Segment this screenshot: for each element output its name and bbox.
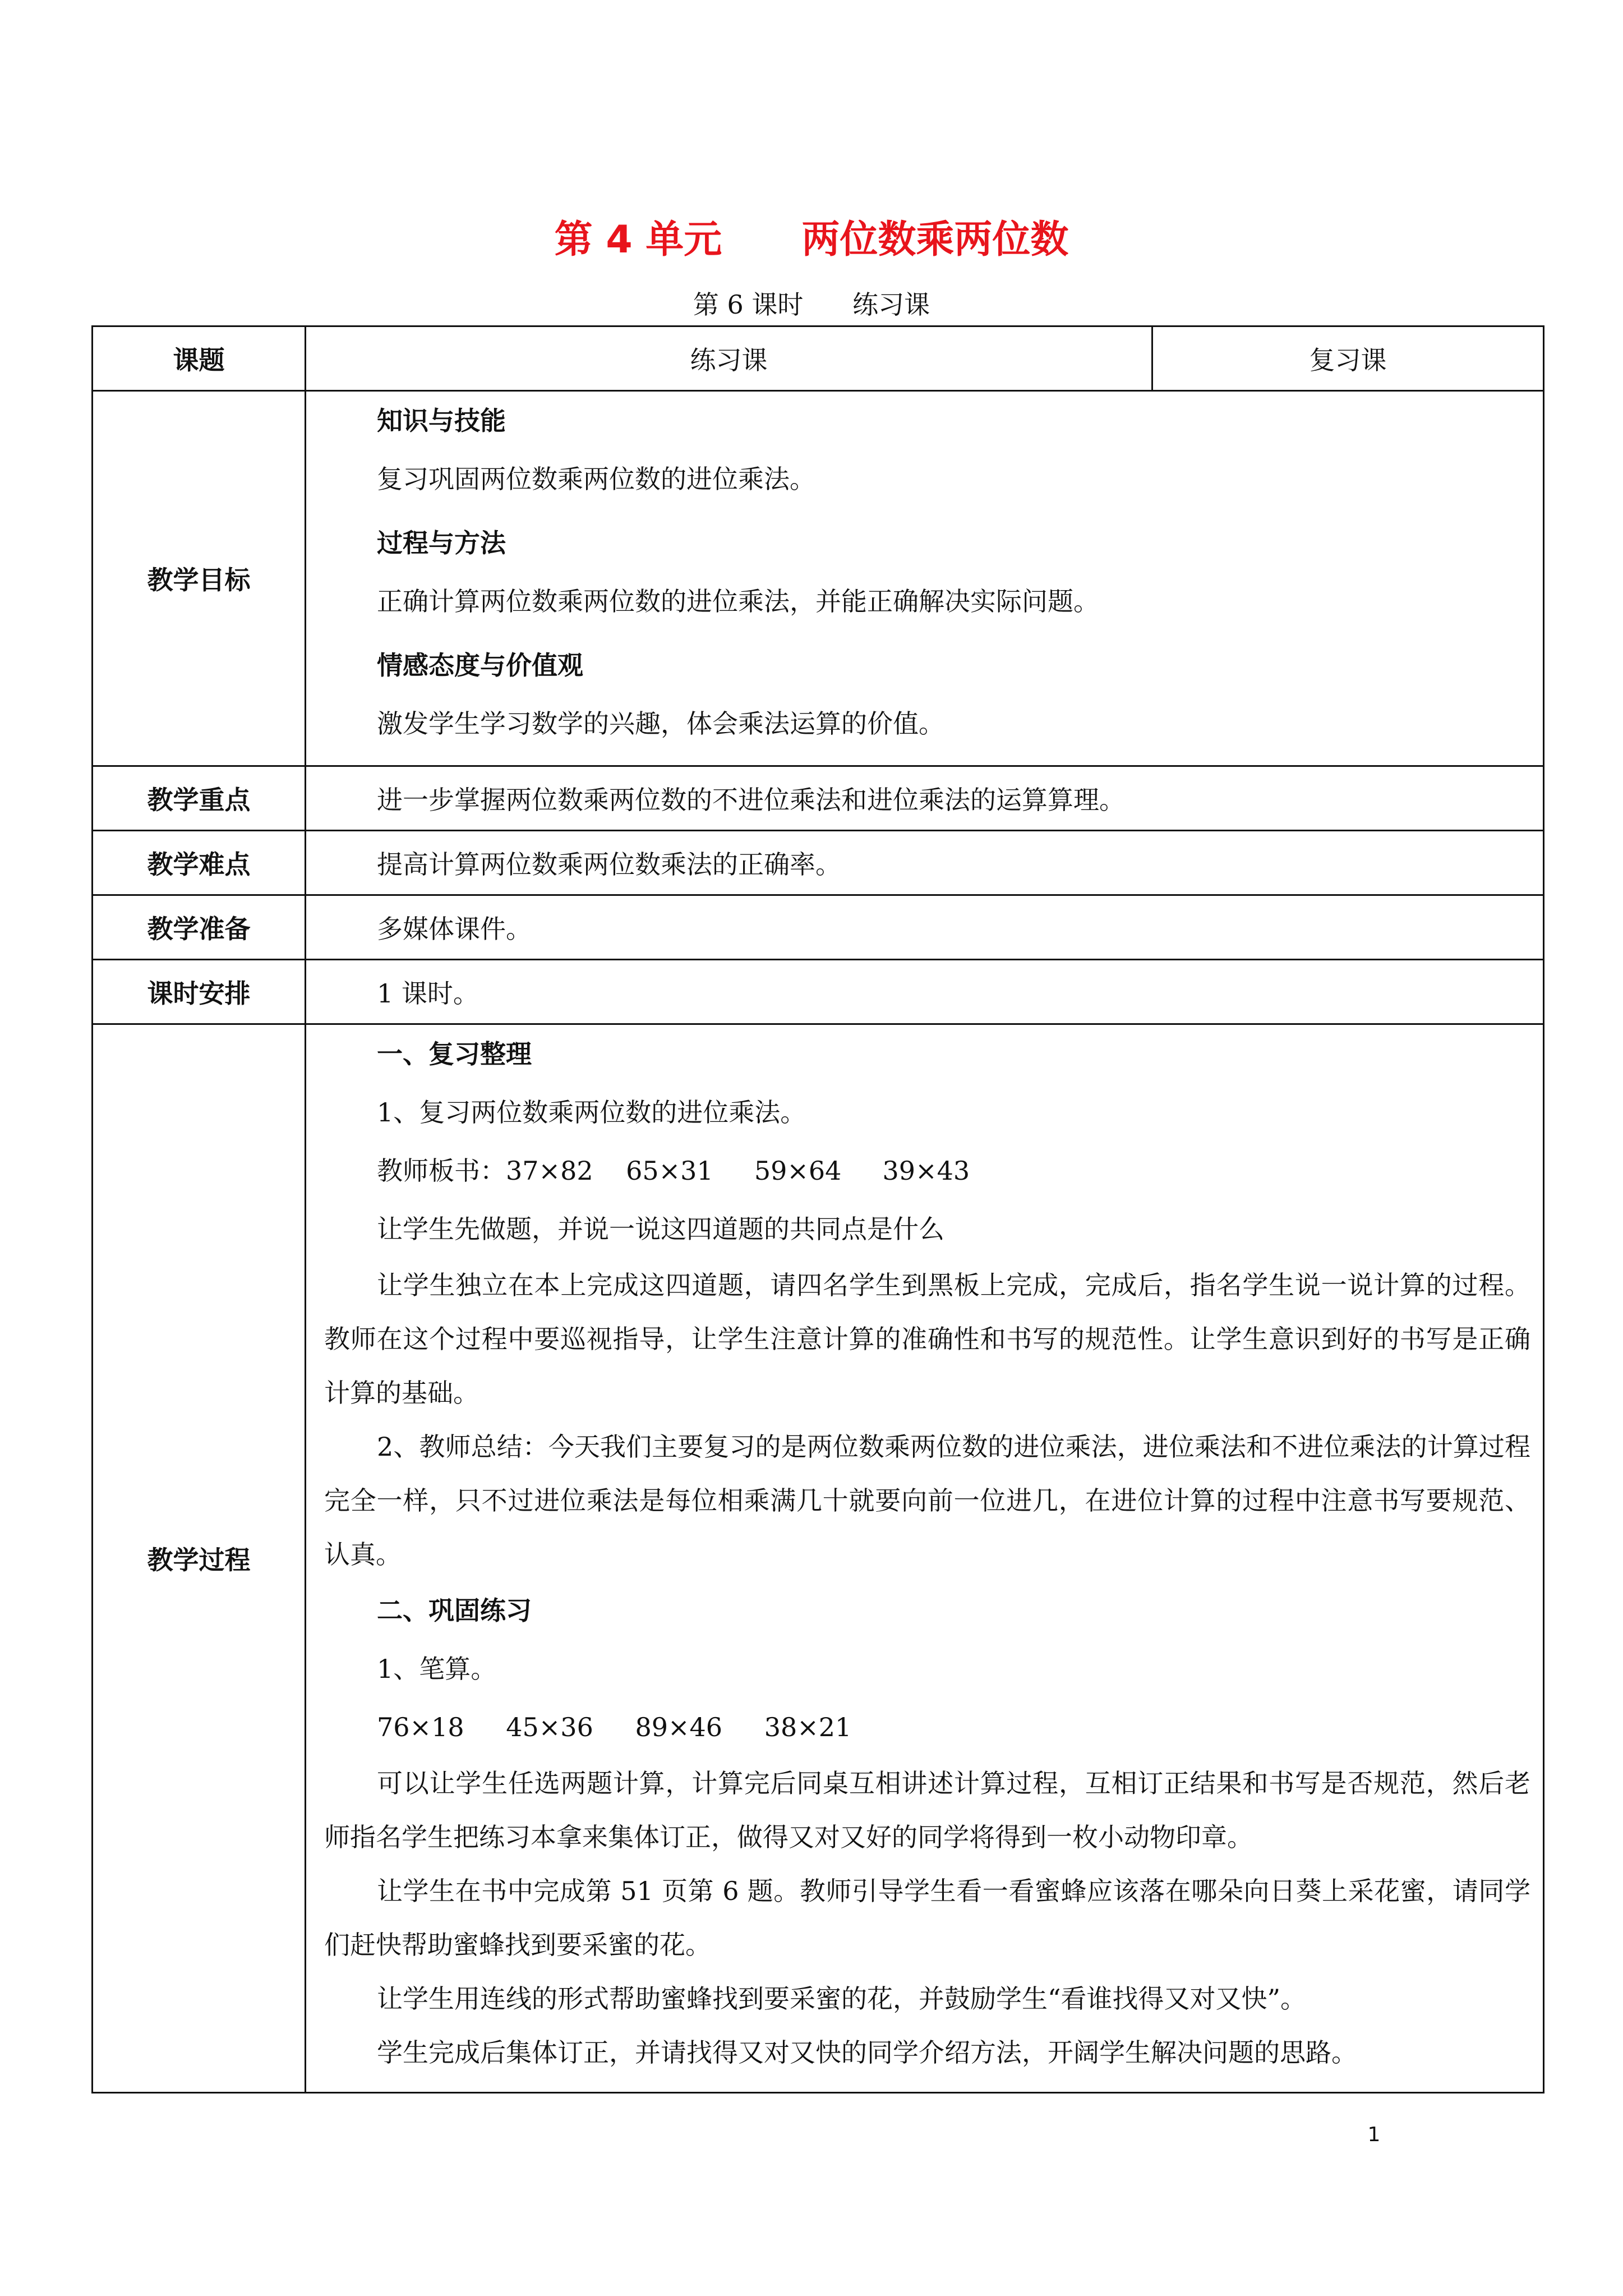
lesson-subtitle: 第 6 课时 练习课	[693, 289, 930, 320]
section2-item1: 1、笔算。	[377, 1654, 497, 1684]
page-number: 1	[1367, 2123, 1381, 2146]
knowledge-text: 复习巩固两位数乘两位数的进位乘法。	[377, 464, 815, 494]
emotion-text: 激发学生学习数学的兴趣，体会乘法运算的价值。	[377, 708, 944, 739]
section2-paragraph1: 可以让学生任选两题计算，计算完后同桌互相讲述计算过程，互相订正结果和书写是否规范，然后老师指名学生把练习本拿来集体订正，做得又对又好的同学将得到一枚小动物印章。	[324, 1768, 1530, 1852]
objectives-label: 教学目标	[93, 391, 306, 766]
preparation-label: 教学准备	[93, 895, 306, 960]
schedule-label: 课时安排	[93, 960, 306, 1024]
row-teaching-process	[93, 1024, 1544, 2093]
key-points-value: 进一步掌握两位数乘两位数的不进位乘法和进位乘法的运算算理。	[306, 766, 1544, 831]
unit-title: 第 4 单元 两位数乘两位数	[554, 218, 1069, 262]
lesson-type: 复习课	[1152, 326, 1544, 391]
teaching-process-cell	[306, 1024, 1544, 2093]
section2-paragraph2: 让学生在书中完成第 51 页第 6 题。教师引导学生看一看蜜蜂应该落在哪朵向日葵上采花蜜，请同学们赶快帮助蜜蜂找到要采蜜的花。	[324, 1876, 1530, 1960]
difficulty-value: 提高计算两位数乘两位数乘法的正确率。	[306, 831, 1544, 895]
section2-paragraph3: 让学生用连线的形式帮助蜜蜂找到要采蜜的花，并鼓励学生“看谁找得又对又快”。	[377, 1984, 1307, 2014]
section2-heading: 二、巩固练习	[377, 1595, 532, 1626]
section2-calculations: 76×18 45×36 89×46 38×21	[377, 1712, 852, 1742]
row-difficulty	[93, 831, 1544, 895]
topic-value: 练习课	[306, 326, 1152, 391]
process-method-heading: 过程与方法	[377, 528, 506, 558]
row-key-points	[93, 766, 1544, 831]
lesson-plan-table	[91, 325, 1544, 2093]
key-points-label: 教学重点	[93, 766, 306, 831]
topic-label: 课题	[93, 326, 306, 391]
section1-paragraph2: 让学生独立在本上完成这四道题，请四名学生到黑板上完成，完成后，指名学生说一说计算的过程。教师在这个过程中要巡视指导，让学生注意计算的准确性和书写的规范性。让学生意识到好的书写是正确计算的基础。	[324, 1270, 1530, 1408]
row-preparation	[93, 895, 1544, 960]
row-schedule	[93, 960, 1544, 1024]
section1-heading: 一、复习整理	[377, 1039, 532, 1069]
section1-item1: 1、复习两位数乘两位数的进位乘法。	[377, 1097, 806, 1128]
schedule-value: 1 课时。	[306, 960, 1544, 1024]
preparation-value: 多媒体课件。	[306, 895, 1544, 960]
section1-board: 教师板书：37×82 65×31 59×64 39×43	[377, 1156, 970, 1186]
teaching-process-label: 教学过程	[93, 1024, 306, 2093]
knowledge-heading: 知识与技能	[377, 406, 506, 436]
section1-paragraph1: 让学生先做题，并说一说这四道题的共同点是什么	[377, 1214, 944, 1244]
emotion-heading: 情感态度与价值观	[377, 650, 583, 680]
difficulty-label: 教学难点	[93, 831, 306, 895]
row-objectives	[93, 391, 1544, 766]
objectives-cell	[306, 391, 1544, 766]
process-method-text: 正确计算两位数乘两位数的进位乘法，并能正确解决实际问题。	[377, 586, 1099, 616]
row-topic	[93, 326, 1544, 391]
section1-paragraph3: 2、教师总结：今天我们主要复习的是两位数乘两位数的进位乘法，进位乘法和不进位乘法的计算过程完全一样，只不过进位乘法是每位相乘满几十就要向前一位进几，在进位计算的过程中注意书写要规范、认真。	[324, 1432, 1530, 1570]
section2-paragraph4: 学生完成后集体订正，并请找得又对又快的同学介绍方法，开阔学生解决问题的思路。	[377, 2037, 1357, 2068]
